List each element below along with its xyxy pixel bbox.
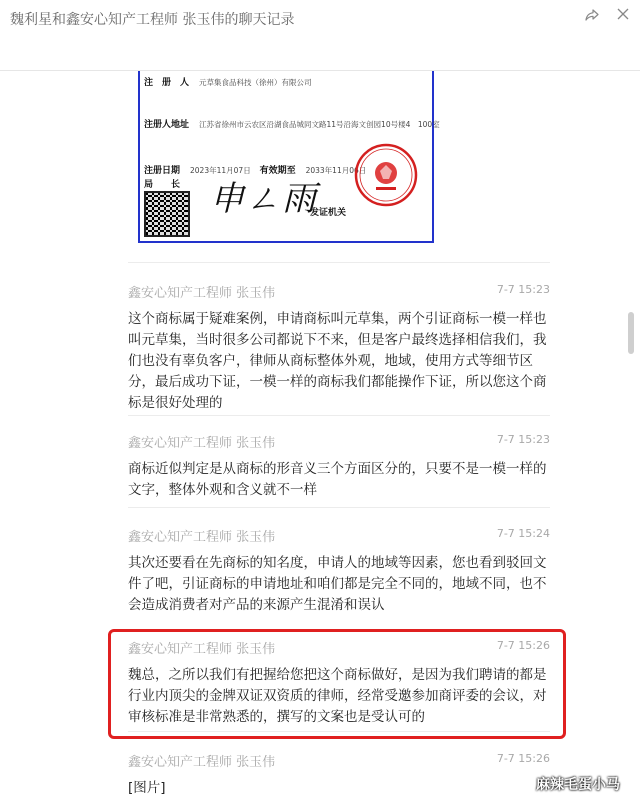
message-image-placeholder[interactable]: [图片]	[128, 780, 166, 796]
director-row	[144, 177, 180, 190]
highlight-box	[108, 629, 566, 739]
message-time: 7-7 15:26	[496, 752, 550, 765]
issuer-label: 发证机关	[310, 208, 347, 218]
registrant-row	[144, 75, 312, 88]
title-bar	[0, 0, 640, 71]
message-divider	[128, 262, 550, 263]
message-sender: 鑫安心知产工程师 张玉伟	[128, 642, 276, 657]
message-5	[128, 751, 550, 799]
message-sender: 鑫安心知产工程师 张玉伟	[128, 286, 276, 301]
reg-date-label: 注册日期	[144, 166, 181, 176]
official-seal-icon	[354, 143, 418, 207]
address-row	[144, 117, 440, 130]
message-text: 魏总，之所以我们有把握给您把这个商标做好，是因为我们聘请的都是行业内顶尖的金牌双证双资质的律师，经常受邀参加商评委的会议，对审核标准是非常熟悉的，撰写的文案也是受认可的	[128, 667, 547, 725]
message-divider	[128, 415, 550, 416]
qr-code	[144, 191, 190, 237]
registrant-value: 元草集食品科技（徐州）有限公司	[199, 78, 312, 87]
registrant-label: 注 册 人	[144, 78, 190, 88]
message-divider	[128, 731, 550, 732]
address-value: 江苏省徐州市云农区沿湖食品城同文路11号沿海文创园10号楼4 100室	[199, 120, 440, 129]
message-time: 7-7 15:24	[496, 527, 550, 540]
message-time: 7-7 15:23	[496, 433, 550, 446]
chat-history[interactable]	[0, 71, 624, 800]
trademark-certificate-image[interactable]	[138, 71, 440, 243]
reg-date-value: 2023年11月07日	[190, 166, 251, 175]
message-sender: 鑫安心知产工程师 张玉伟	[128, 755, 276, 770]
message-3	[128, 526, 550, 616]
address-label: 注册人地址	[144, 120, 190, 130]
message-sender: 鑫安心知产工程师 张玉伟	[128, 436, 276, 451]
message-sender: 鑫安心知产工程师 张玉伟	[128, 530, 276, 545]
scrollbar-thumb[interactable]	[628, 312, 634, 354]
close-icon[interactable]	[617, 8, 629, 20]
message-1	[128, 282, 550, 414]
message-text: 其次还要看在先商标的知名度，申请人的地域等因素，您也看到驳回文件了吧，引证商标的申请地址和咱们都是完全不同的，地域不同，也不会造成消费者对产品的来源产生混淆和误认	[128, 555, 547, 613]
watermark: 麻辣毛蛋小马	[536, 777, 620, 793]
director-signature: 申ㄥ雨	[210, 179, 318, 219]
message-divider	[128, 507, 550, 508]
director-label: 局 长	[144, 180, 181, 190]
message-text: 商标近似判定是从商标的形音义三个方面区分的，只要不是一模一样的文字，整体外观和含义就不一样	[128, 461, 547, 498]
window-title: 魏利星和鑫安心知产工程师 张玉伟的聊天记录	[10, 12, 295, 28]
message-time: 7-7 15:26	[496, 639, 550, 652]
message-2	[128, 432, 550, 501]
message-text: 这个商标属于疑难案例，申请商标叫元草集，两个引证商标一模一样也叫元草集，当时很多公司都说下不来，但是客户最终选择相信我们，我们也没有辜负客户，律师从商标整体外观，地域，使用方式等细节区分，最后成功下证，一模一样的商标我们都能操作下证，所以您这个商标是很好处理的	[128, 311, 547, 411]
message-time: 7-7 15:23	[496, 283, 550, 296]
valid-label: 有效期至	[259, 166, 296, 176]
valid-value: 2033年11月06日	[305, 166, 367, 175]
share-icon[interactable]	[585, 8, 599, 22]
